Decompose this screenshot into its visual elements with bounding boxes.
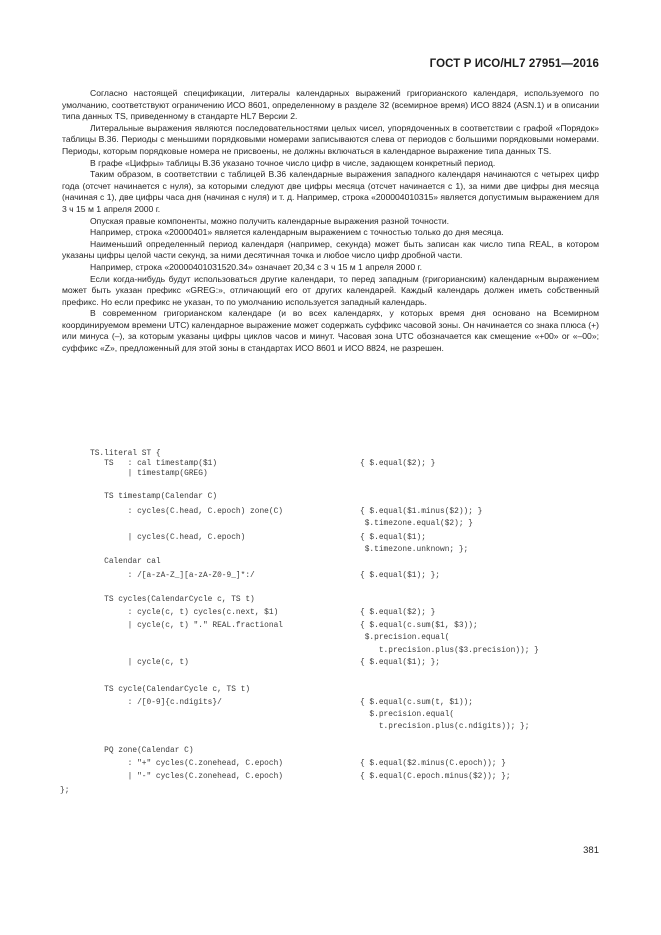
code-action-line: $.timezone.equal($2); } [360, 519, 473, 528]
code-rule-line: | "-" cycles(C.zonehead, C.epoch) [90, 772, 283, 781]
code-rule-line: TS : cal timestamp($1) [90, 459, 218, 468]
code-rule-line: : cycles(C.head, C.epoch) zone(C) [90, 507, 283, 516]
paragraph: Опуская правые компоненты, можно получить календарные выражения разной точности. [90, 215, 450, 226]
code-rule-line: | cycle(c, t) "." REAL.fractional [90, 621, 283, 630]
code-action-line: { $.equal($2); } [360, 459, 436, 468]
code-rule-line: TS cycle(CalendarCycle c, TS t) [90, 685, 251, 694]
body-text [62, 88, 599, 355]
code-action-line: { $.equal(c.sum(t, $1)); [360, 698, 473, 707]
code-action-line: $.precision.equal( [360, 710, 455, 719]
paragraph: В графе «Цифры» таблицы B.36 указано точное число цифр в числе, задающем конкретный период. [90, 157, 496, 168]
paragraph: В современном григорианском календаре (и во всех календарях, у которых время дня основано на Всемирном координируемом времени UTC) календарное выражение может содержать суффикс часовой зоны. Он начинается со знака плюса (+) или минуса (–), за которым указаны цифры циклов часов и минут. Часовая зона UTC обозначается как смещение «+00» or «–00»; суффикс «Z», предложенный для этой зоны в стандартах ИСО 8601 и ИСО 8824, не разрешен. [62, 308, 599, 354]
code-action-line: $.precision.equal( [360, 633, 450, 642]
code-rule-line: Calendar cal [90, 557, 161, 566]
code-rule-line: TS cycles(CalendarCycle c, TS t) [90, 595, 255, 604]
paragraph: Литеральные выражения являются последовательностями целых чисел, упорядоченных в соответствии с графой «Порядок» таблицы B.36. Периоды с меньшими порядковыми номерами записываются слева от периодов с большими порядковыми номерами. Периоды, которым порядковые номера не присвоены, не должны включаться в календарное выражение типа данных TS. [62, 122, 599, 156]
code-rule-line: : /[0-9]{c.ndigits}/ [90, 698, 222, 707]
code-action-line: { $.equal($1); }; [360, 571, 441, 580]
code-action-line: { $.equal($2); } [360, 608, 436, 617]
code-rule-line: | timestamp(GREG) [90, 469, 208, 478]
code-rule-line: }; [60, 786, 70, 795]
code-action-line: { $.equal($2.minus(C.epoch)); } [360, 759, 506, 768]
code-rule-line: TS.literal ST { [90, 449, 161, 458]
code-rule-line: : "+" cycles(C.zonehead, C.epoch) [90, 759, 283, 768]
code-action-line: { $.equal(c.sum($1, $3)); [360, 621, 478, 630]
paragraph: Наименьший определенный период календаря (например, секунда) может быть записан как число типа REAL, в котором указаны цифры целой части секунд, за ними десятичная точка и любое число цифр дробной части. [62, 238, 599, 261]
code-rule-line: : cycle(c, t) cycles(c.next, $1) [90, 608, 279, 617]
page-number: 381 [583, 845, 599, 856]
code-rule-line: : /[a-zA-Z_][a-zA-Z0-9_]*:/ [90, 571, 255, 580]
paragraph: Согласно настоящей спецификации, литералы календарных выражений григорианского календаря, используемого по умолчанию, соответствуют ограничению ИСО 8601, определенному в разделе 32 (всемирное время) ИСО 8824 (ASN.1) и в описании типа данных TS, приведенному в стандарте HL7 Версии 2. [62, 88, 599, 122]
code-action-line: t.precision.plus($3.precision)); } [360, 646, 539, 655]
paragraph: Таким образом, в соответствии с таблицей B.36 календарные выражения западного календаря начинаются с четырех цифр года (отсчет начинается с нуля), за которыми следуют две цифры месяца (отсчет начинается с 1), за ними две цифры дня месяца (начиная с 1), две цифры часа дня (начиная с нуля) и т. д. Например, строка «200004010315» является допустимым выражением для 3 ч 15 м 1 апреля 2000 г. [62, 169, 599, 214]
code-rule-line: | cycles(C.head, C.epoch) [90, 533, 246, 542]
code-action-line: t.precision.plus(c.ndigits)); }; [360, 722, 530, 731]
grammar-code-block [60, 449, 610, 804]
paragraph: Например, строка «20000401» является календарным выражением с точностью только до дня месяца. [90, 227, 504, 238]
code-action-line: { $.equal($1.minus($2)); } [360, 507, 483, 516]
code-rule-line: | cycle(c, t) [90, 658, 189, 667]
paragraph: Если когда-нибудь будут использоваться другие календари, то перед западным (григорианским) календарным выражением может быть указан префикс «GREG:», отличающий его от других календарей. Каждый календарь должен иметь собственный префикс. Но если префикс не указан, то по умолчанию используется западный календарь. [62, 273, 599, 307]
code-action-line: $.timezone.unknown; }; [360, 545, 469, 554]
code-action-line: { $.equal($1); [360, 533, 426, 542]
code-action-line: { $.equal($1); }; [360, 658, 441, 667]
code-action-line: { $.equal(C.epoch.minus($2)); }; [360, 772, 511, 781]
code-rule-line: PQ zone(Calendar C) [90, 746, 194, 755]
standard-header: ГОСТ Р ИСО/HL7 27951—2016 [429, 58, 599, 70]
paragraph: Например, строка «20000401031520.34» означает 20,34 с 3 ч 15 м 1 апреля 2000 г. [90, 261, 422, 272]
code-rule-line: TS timestamp(Calendar C) [90, 492, 218, 501]
